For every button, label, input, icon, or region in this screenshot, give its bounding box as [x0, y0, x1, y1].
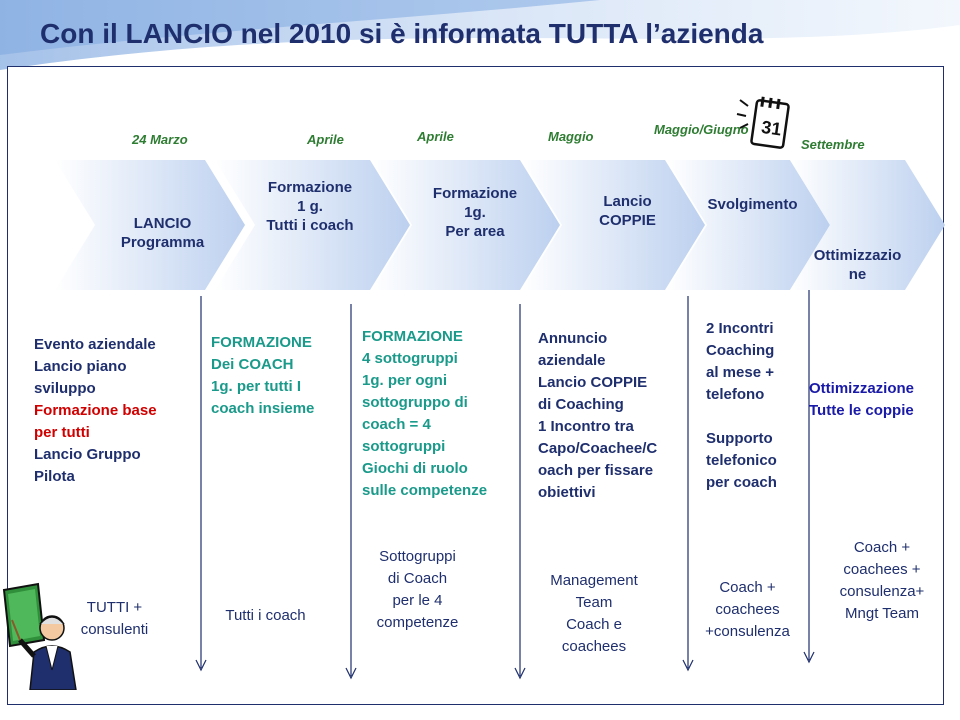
desc-col-4-line-1: Annuncio: [538, 330, 608, 347]
who-col-4: [535, 570, 653, 658]
step-4-line-2: COPPIE: [599, 212, 656, 229]
who-col-4-line-1: Management: [550, 572, 638, 589]
step-2-line-3: Tutti i coach: [266, 217, 354, 234]
who-col-3-line-1: Sottogruppi: [379, 548, 456, 565]
desc-col-5-line-4: telefono: [706, 386, 765, 403]
desc-col-1-line-5: per tutti: [34, 424, 90, 441]
desc-col-3-line-3: 1g. per ogni: [362, 372, 448, 389]
desc-col-2-line-3: 1g. per tutti I: [211, 378, 301, 395]
step-6-line-2: ne: [848, 266, 867, 283]
desc-col-1-line-1: Evento aziendale: [34, 336, 156, 353]
desc-col-3: [362, 326, 487, 502]
date-6: Settembre: [801, 137, 865, 152]
desc-col-5: [706, 318, 777, 494]
who-col-6-line-3: consulenza+: [839, 583, 925, 600]
desc-col-5-line-3: al mese +: [706, 364, 774, 381]
desc-col-1-line-6: Lancio Gruppo: [34, 446, 141, 463]
desc-col-3-line-7: Giochi di ruolo: [362, 460, 468, 477]
desc-col-4-line-5: 1 Incontro tra: [538, 418, 634, 435]
who-col-5: [690, 577, 805, 643]
desc-col-2-line-1: FORMAZIONE: [211, 334, 312, 351]
step-2-line-2: 1 g.: [297, 198, 323, 215]
who-col-6-line-2: coachees +: [843, 561, 921, 578]
step-4-line-1: Lancio: [603, 193, 652, 210]
who-col-6: [822, 537, 942, 625]
who-col-3: [360, 546, 475, 634]
desc-col-4-line-2: aziendale: [538, 352, 606, 369]
who-col-1-line-1: TUTTI +: [86, 599, 143, 616]
step-3-line-1: Formazione: [432, 185, 518, 202]
desc-col-2: [211, 332, 314, 420]
calendar-number: 31: [760, 116, 783, 140]
desc-col-1-line-7: Pilota: [34, 468, 75, 485]
step-6-line-1: Ottimizzazio: [813, 247, 902, 264]
date-4: Maggio: [548, 129, 594, 144]
who-col-3-line-2: di Coach: [387, 570, 448, 587]
step-5-line-1: Svolgimento: [707, 196, 798, 213]
desc-col-2-line-2: Dei COACH: [211, 356, 294, 373]
desc-col-3-line-8: sulle competenze: [362, 482, 488, 499]
desc-col-6-line-2: Tutte le coppie: [809, 402, 914, 419]
who-col-1-line-2: consulenti: [80, 621, 149, 638]
who-col-2-line-1: Tutti i coach: [225, 607, 306, 624]
desc-col-1-line-3: sviluppo: [34, 380, 96, 397]
who-col-6-line-1: Coach +: [853, 539, 911, 556]
step-1-line-2: Programma: [120, 234, 205, 251]
desc-col-6: [809, 378, 914, 422]
desc-col-5-line-8: per coach: [706, 474, 777, 491]
who-col-5-line-2: coachees: [715, 601, 780, 618]
desc-col-3-line-1: FORMAZIONE: [362, 328, 463, 345]
desc-col-3-line-6: sottogruppi: [362, 438, 446, 455]
who-col-3-line-3: per le 4: [392, 592, 443, 609]
desc-col-3-line-2: 4 sottogruppi: [362, 350, 458, 367]
step-3-line-2: 1g.: [464, 204, 486, 221]
desc-col-5-line-1: 2 Incontri: [706, 320, 774, 337]
who-col-4-line-3: Coach e: [566, 616, 622, 633]
desc-col-4-line-3: Lancio COPPIE: [538, 374, 648, 391]
page-title: Con il LANCIO nel 2010 si è informata TUTTA l’azienda: [40, 18, 764, 49]
who-col-2: [208, 605, 323, 627]
desc-col-3-line-5: coach = 4: [362, 416, 431, 433]
desc-col-5-line-6: Supporto: [706, 430, 773, 447]
desc-col-1-line-2: Lancio piano: [34, 358, 127, 375]
desc-col-4-line-4: di Coaching: [538, 396, 624, 413]
date-2: Aprile: [307, 132, 344, 147]
step-2-line-1: Formazione: [267, 179, 353, 196]
step-1-line-1: LANCIO: [133, 215, 192, 232]
desc-col-4-line-6: Capo/Coachee/C: [538, 440, 658, 457]
desc-col-4: [538, 328, 657, 504]
date-3: Aprile: [417, 129, 454, 144]
presenter-clipart-icon: [0, 580, 82, 690]
desc-col-5-line-7: telefonico: [706, 452, 777, 469]
who-col-4-line-2: Team: [575, 594, 613, 611]
desc-col-1: [34, 334, 157, 488]
desc-col-2-line-4: coach insieme: [211, 400, 315, 417]
step-3-line-3: Per area: [445, 223, 505, 240]
who-col-3-line-4: competenze: [376, 614, 459, 631]
desc-col-5-line-2: Coaching: [706, 342, 775, 359]
desc-col-4-line-8: obiettivi: [538, 484, 596, 501]
desc-col-3-line-4: sottogruppo di: [362, 394, 468, 411]
who-col-6-line-4: Mngt Team: [845, 605, 919, 622]
who-col-4-line-4: coachees: [561, 638, 627, 655]
who-col-5-line-3: +consulenza: [705, 623, 790, 640]
desc-col-1-line-4: Formazione base: [34, 402, 157, 419]
date-1: 24 Marzo: [132, 132, 188, 147]
desc-col-6-line-1: Ottimizzazione: [809, 380, 915, 397]
date-5: Maggio/Giugno: [654, 122, 749, 137]
desc-col-5-spacer: [706, 406, 777, 428]
who-col-5-line-1: Coach +: [719, 579, 776, 596]
desc-col-4-line-7: oach per fissare: [538, 462, 654, 479]
